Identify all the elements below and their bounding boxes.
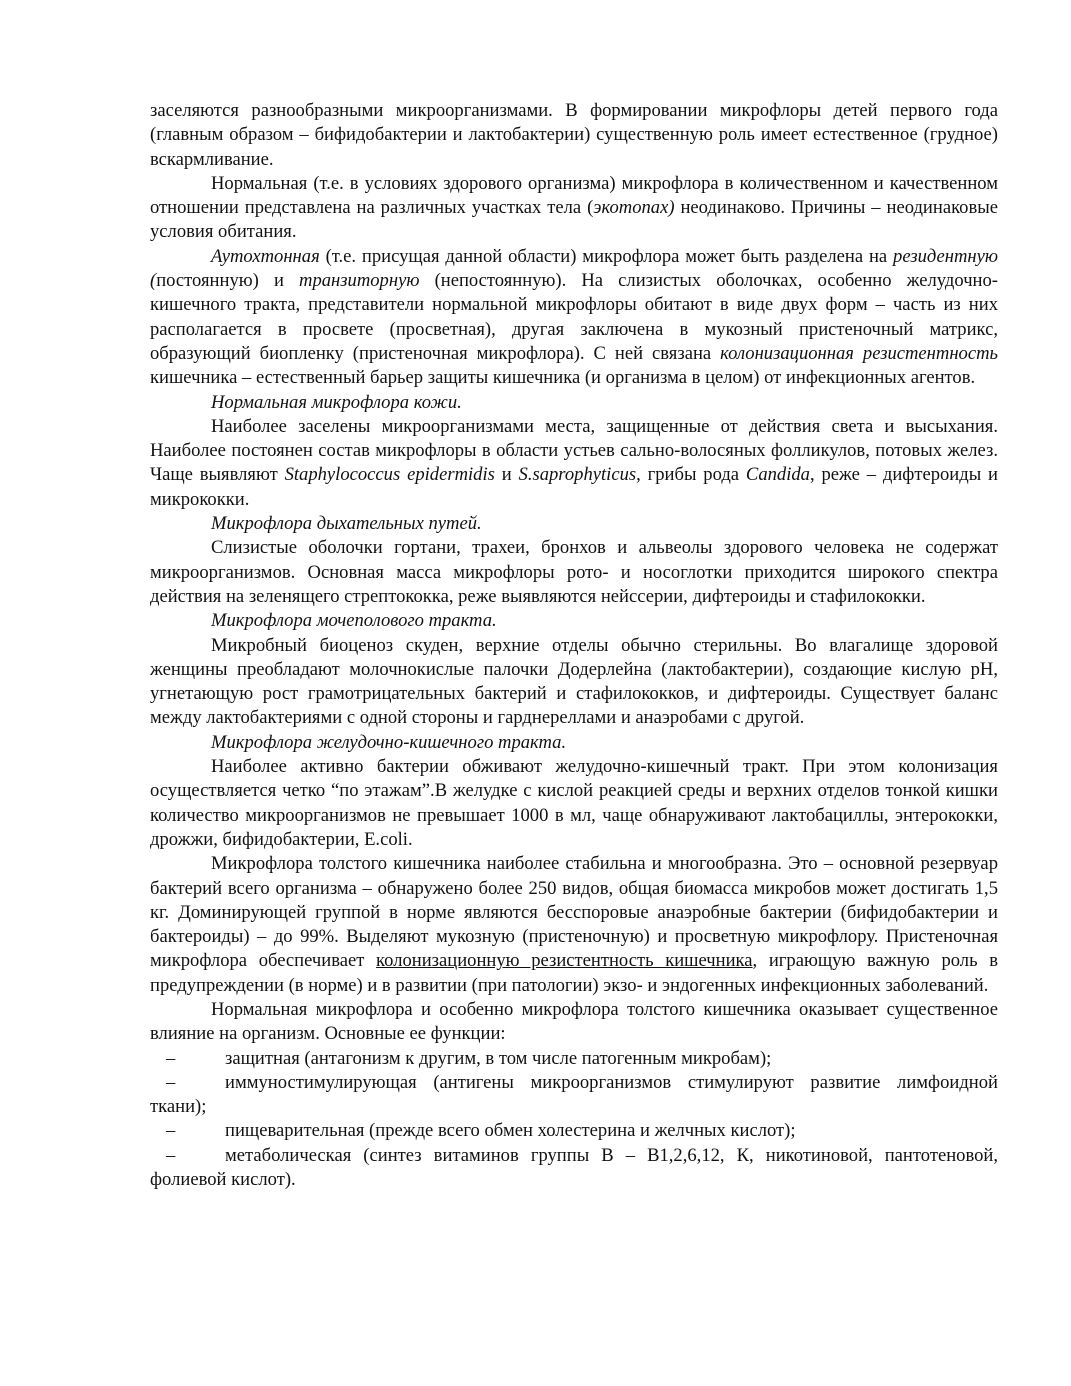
paragraph-normal-flora bbox=[150, 172, 998, 245]
paragraph-colon-flora bbox=[150, 852, 998, 998]
italic-species-saprophyticus: S.saprophyticus bbox=[518, 464, 637, 486]
italic-genus-candida: Candida bbox=[745, 464, 810, 486]
paragraph-functions-intro: Нормальная микрофлора и особенно микрофлора толстого кишечника оказывает существенное влияние на организм. Основные ее функции: bbox=[150, 998, 998, 1045]
text-run: кишечника – естественный барьер защиты кишечника (и организма в целом) от инфекционных агентов. bbox=[150, 367, 976, 389]
paragraph-skin-flora bbox=[150, 415, 998, 512]
text-run: , реже – дифтероиды и микрококки. bbox=[150, 464, 999, 510]
list-item bbox=[150, 1071, 998, 1120]
dash-bullet: – bbox=[166, 1047, 176, 1069]
document-page bbox=[150, 99, 998, 1192]
heading-gi-flora: Микрофлора желудочно-кишечного тракта. bbox=[211, 731, 567, 753]
dash-bullet: – bbox=[166, 1144, 176, 1166]
italic-species-staph-epidermidis: Staphylococcus epidermidis bbox=[284, 464, 495, 486]
italic-term-autochthonous: Аутохтонная bbox=[211, 245, 320, 267]
text-run: , грибы рода bbox=[636, 464, 746, 486]
underlined-colonization-resistance: колонизационную резистентность кишечника bbox=[376, 950, 753, 972]
italic-term-transient: транзиторную bbox=[299, 270, 420, 292]
list-item-text: пищеварительная (прежде всего обмен холестерина и желчных кислот); bbox=[225, 1120, 796, 1142]
heading-skin-flora: Нормальная микрофлора кожи. bbox=[211, 391, 462, 413]
dash-bullet: – bbox=[166, 1120, 176, 1142]
text-run: Микрофлора толстого кишечника наиболее стабильна и многообразна. Это – основной резервуар бактерий всего организма – обнаружено более 250 видов, общая биомасса микробов может достигать 1,5 кг. Доминирующей группой в норме являются бесспоровые анаэробные бактерии (бифидобактерии и бактероиды) – до 99%. Выделяют мукозную (пристеночную) и просветную микрофлору. Пристеночная микрофлора обеспечивает bbox=[150, 853, 998, 972]
list-item bbox=[150, 1047, 998, 1071]
text-run: постоянную) и bbox=[156, 270, 300, 292]
heading-urogenital-flora: Микрофлора мочеполового тракта. bbox=[211, 610, 497, 632]
list-item-text: иммуностимулирующая (антигены микроорганизмов стимулируют развитие лимфоидной ткани); bbox=[150, 1071, 998, 1118]
italic-term-resident: резидентную ( bbox=[150, 245, 998, 292]
text-run: неодинаково. Причины – неодинаковые условия обитания. bbox=[150, 197, 998, 243]
dash-bullet: – bbox=[166, 1071, 176, 1093]
text-run: (т.е. присущая данной области) микрофлора может быть разделена на bbox=[319, 245, 894, 267]
paragraph-urogenital-flora: Микробный биоценоз скуден, верхние отделы обычно стерильны. Во влагалище здоровой женщины преобладают молочнокислые палочки Додерлейна (лактобактерии), создающие кислую pH, угнетающую рост грамотрицательных бактерий и стафилококков, и дифтероиды. Существует баланс между лактобактериями с одной стороны и гарднереллами и анаэробами с другой. bbox=[150, 634, 998, 729]
paragraph-autochthonous bbox=[150, 245, 998, 391]
functions-list bbox=[150, 1047, 998, 1193]
paragraph-gi-colonization: Наиболее активно бактерии обживают желудочно-кишечный тракт. При этом колонизация осуществляется четко “по этажам”.В желудке с кислой реакцией среды и верхних отделов тонкой кишки количество микроорганизмов не превышает 1000 в мл, чаще обнаруживают лактобациллы, энтерококки, дрожжи, бифидобактерии, E.coli. bbox=[150, 756, 998, 850]
list-item bbox=[150, 1144, 998, 1193]
text-run: (непостоянную). На слизистых оболочках, особенно желудочно-кишечного тракта, представители нормальной микрофлоры обитают в виде двух форм – часть из них располагается в просвете (просветная), другая заключена в мукозный пристеночный матрикс, образующий биопленку (пристеночная микрофлора). С ней связана bbox=[150, 270, 998, 364]
italic-term-ecotopes: экотопах) bbox=[593, 197, 675, 219]
heading-respiratory-flora: Микрофлора дыхательных путей. bbox=[211, 513, 482, 535]
text-run: , играющую важную роль в предупреждении (в норме) и в развитии (при патологии) экзо- и эндогенных инфекционных заболеваний. bbox=[150, 950, 998, 996]
text-run: Нормальная (т.е. в условиях здорового организма) микрофлора в количественном и качественном отношении представлена на различных участках тела ( bbox=[150, 172, 998, 219]
text-run: Наиболее заселены микроорганизмами места, защищенные от действия света и высыхания. Наиболее постоянен состав микрофлоры в области устьев сально-волосяных фолликулов, потовых желез. Чаще выявляют bbox=[150, 415, 998, 486]
italic-term-colonization-resistance: колонизационная резистентность bbox=[720, 342, 998, 364]
list-item bbox=[150, 1119, 998, 1143]
list-item-text: метаболическая (синтез витаминов группы В – В1,2,6,12, К, никотиновой, пантотеновой, фолиевой кислот). bbox=[150, 1144, 998, 1191]
list-item-text: защитная (антагонизм к другим, в том числе патогенным микробам); bbox=[225, 1047, 772, 1069]
paragraph-intro: заселяются разнообразными микроорганизмами. В формировании микрофлоры детей первого года (главным образом – бифидобактерии и лактобактерии) существенную роль имеет естественное (грудное) вскармливание. bbox=[150, 100, 998, 170]
paragraph-respiratory-flora: Слизистые оболочки гортани, трахеи, бронхов и альвеолы здорового человека не содержат микроорганизмов. Основная масса микрофлоры рото- и носоглотки приходится широкого спектра действия на зеленящего стрептококка, реже выявляются нейссерии, дифтероиды и стафилококки. bbox=[150, 537, 998, 607]
text-run: и bbox=[494, 464, 519, 486]
